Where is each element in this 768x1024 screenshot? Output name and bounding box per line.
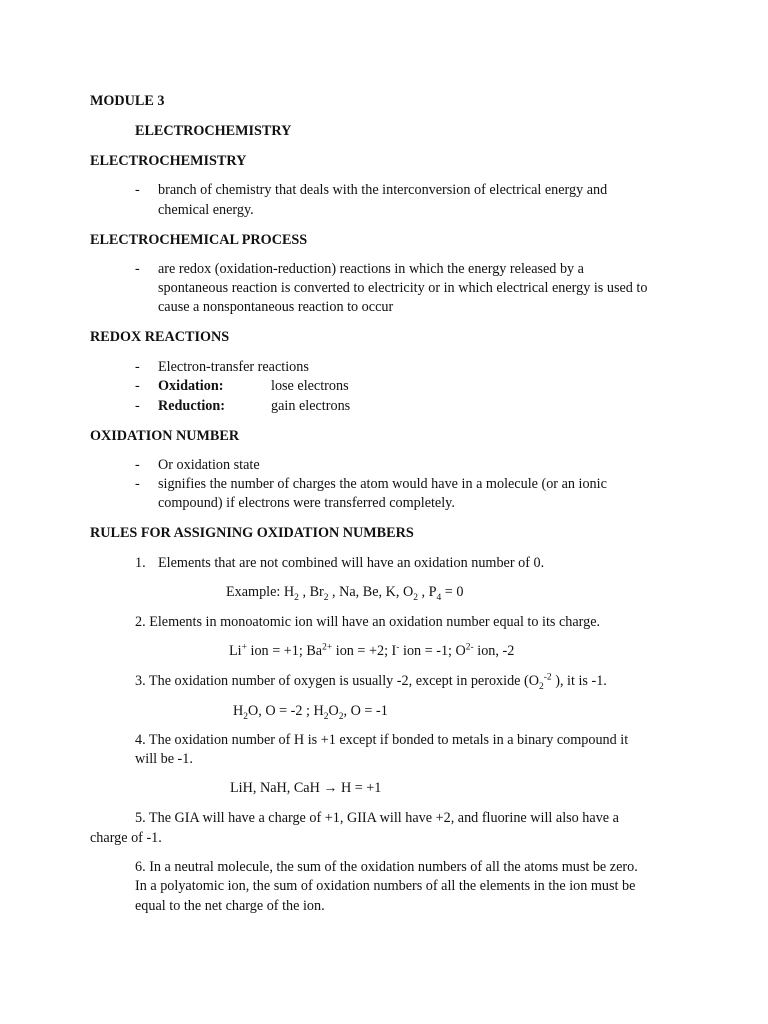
bullet-dash: -: [135, 261, 140, 277]
example-4: LiH, NaH, CaH → H = +1: [230, 780, 382, 796]
bullet-dash: -: [135, 359, 140, 375]
bullet-dash: -: [135, 378, 140, 394]
rule-6-line-1: 6. In a neutral molecule, the sum of the oxidation numbers of all the atoms must be zero.: [135, 859, 638, 875]
module-title: MODULE 3: [90, 93, 165, 109]
example-1: Example: $H_2$ , $Br_2$ , Na, Be, K, $O_2$ , $P_4 = 0$: [226, 584, 464, 603]
heading-rules: RULES FOR ASSIGNING OXIDATION NUMBERS: [90, 525, 414, 541]
definition-line: cause a nonspontaneous reaction to occur: [158, 299, 394, 315]
definition-line: chemical energy.: [158, 202, 254, 218]
bullet-dash: -: [135, 398, 140, 414]
heading-electrochemical-process: ELECTROCHEMICAL PROCESS: [90, 232, 308, 248]
term-oxidation: Oxidation:: [158, 378, 224, 394]
rule-5-line-2: charge of -1.: [90, 830, 162, 846]
bullet-dash: -: [135, 182, 140, 198]
heading-electrochemistry: ELECTROCHEMISTRY: [90, 153, 247, 169]
term-definition: gain electrons: [271, 398, 351, 414]
rule-2: 2. Elements in monoatomic ion will have an oxidation number equal to its charge.: [135, 614, 601, 630]
list-item: Or oxidation state: [158, 457, 260, 473]
definition-line: are redox (oxidation-reduction) reactions in which the energy released by a: [158, 261, 584, 277]
heading-oxidation-number: OXIDATION NUMBER: [90, 428, 240, 444]
rule-3: 3. The oxidation number of oxygen is usually -2, except in peroxide ($O_2^{-2}$ ), it is -1.: [135, 672, 607, 692]
bullet-dash: -: [135, 457, 140, 473]
rule-1: Elements that are not combined will have an oxidation number of 0.: [158, 555, 545, 571]
rule-6-line-3: equal to the net charge of the ion.: [135, 898, 325, 914]
example-2: Li+ ion = +1; $Ba^{2+}$ ion = +2; I- ion = -1; $O^{2-}$ ion, -2: [229, 642, 515, 659]
rule-4-line-1: 4. The oxidation number of H is +1 except if bonded to metals in a binary compound it: [135, 732, 629, 748]
bullet-dash: -: [135, 476, 140, 492]
definition-line: compound) if electrons were transferred completely.: [158, 495, 455, 511]
rule-5-line-1: 5. The GIA will have a charge of +1, GIIA will have +2, and fluorine will also have a: [135, 810, 619, 826]
section-subtitle: ELECTROCHEMISTRY: [135, 123, 292, 139]
example-3: $H_2O$, O = -2 ; $H_2O_2$, O = -1: [233, 703, 388, 722]
definition-line: spontaneous reaction is converted to electricity or in which electrical energy is used to: [158, 280, 648, 296]
term-reduction: Reduction:: [158, 398, 225, 414]
rule-6-line-2: In a polyatomic ion, the sum of oxidation numbers of all the elements in the ion must be: [135, 878, 636, 894]
list-item: Electron-transfer reactions: [158, 359, 309, 375]
heading-redox-reactions: REDOX REACTIONS: [90, 329, 230, 345]
definition-line: branch of chemistry that deals with the interconversion of electrical energy and: [158, 182, 608, 198]
rule-number: 1.: [135, 555, 146, 571]
arrow-right-icon: →: [323, 781, 338, 796]
definition-line: signifies the number of charges the atom would have in a molecule (or an ionic: [158, 476, 607, 492]
rule-4-line-2: will be -1.: [135, 751, 193, 767]
term-definition: lose electrons: [271, 378, 349, 394]
